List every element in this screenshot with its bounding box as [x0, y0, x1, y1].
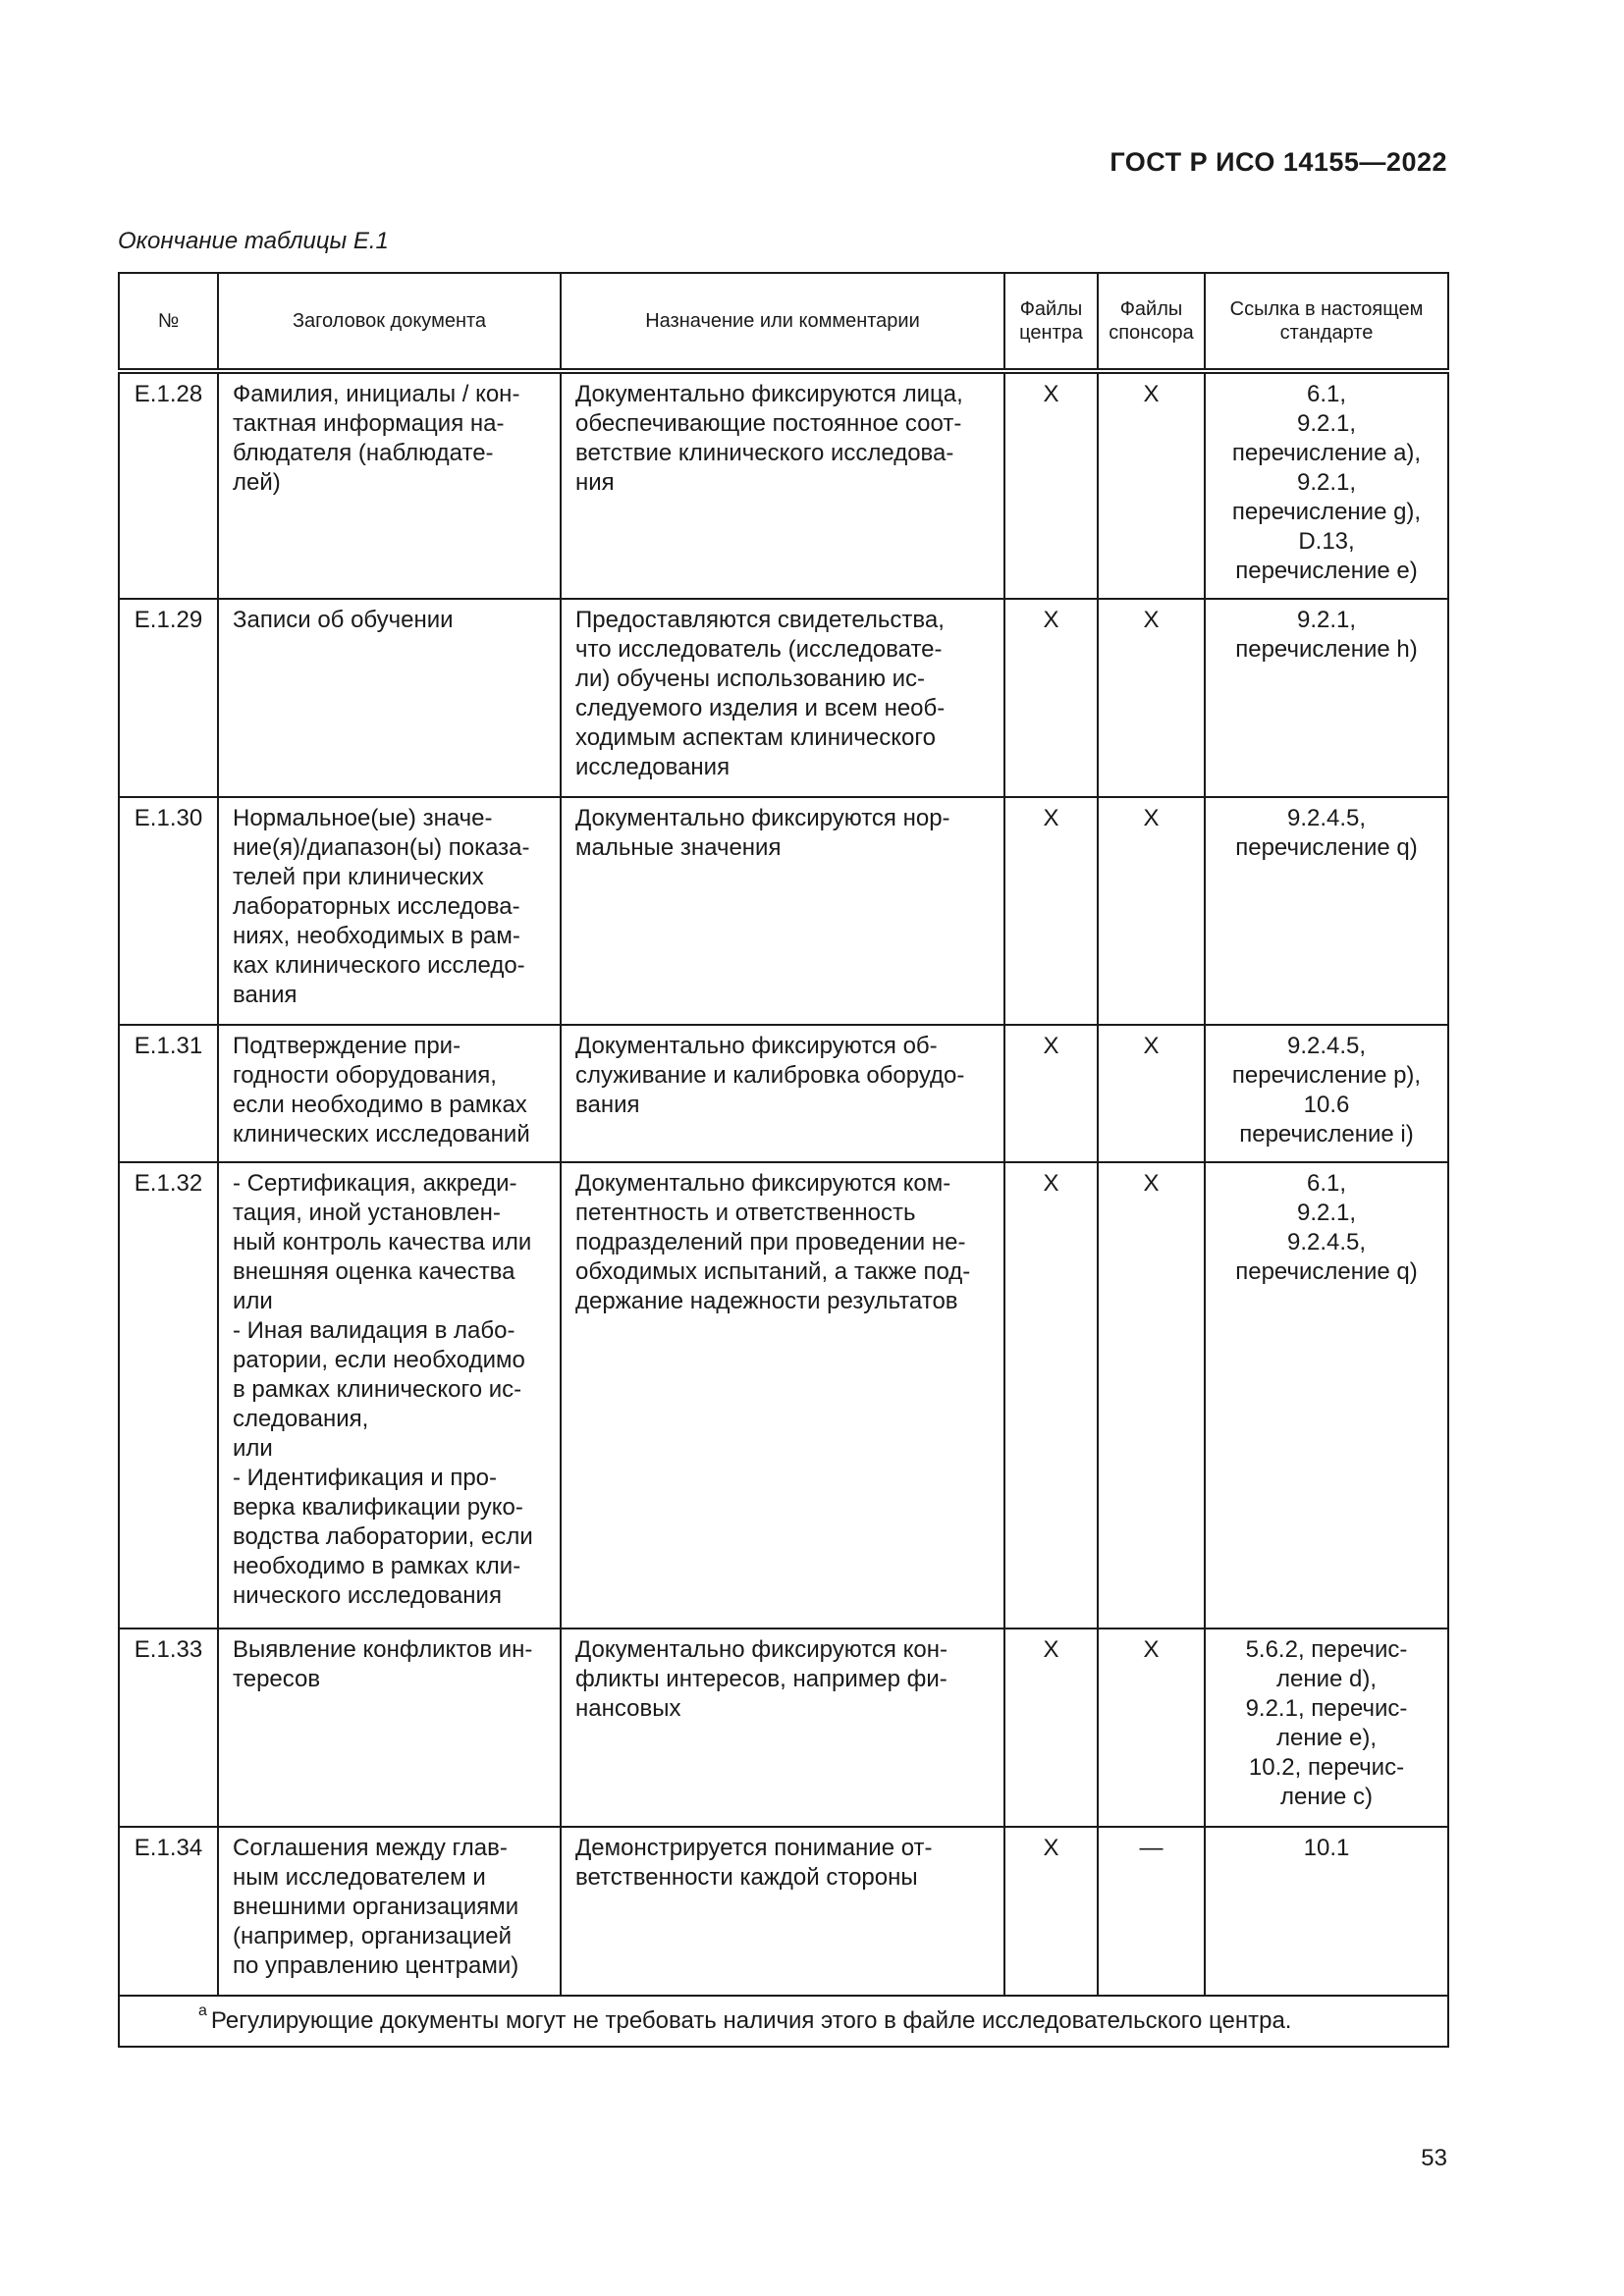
row-reference: 9.2.4.5, перечисление q)	[1205, 797, 1448, 1025]
row-site-mark: X	[1004, 1025, 1098, 1162]
row-title: - Сертификация, аккреди- тация, иной установлен- ный контроль качества или внешняя оценка качества или - Иная валидация в лабо- ратории, если необходимо в рамках клинического ис- следования, или - Идентификация и про- верка квалификации руко- водства лаборатории, если необходимо в рамках кли- нического исследования	[218, 1162, 561, 1629]
row-reference: 9.2.1, перечисление h)	[1205, 599, 1448, 797]
row-title: Подтверждение при- годности оборудования, если необходимо в рамках клинических исследований	[218, 1025, 561, 1162]
row-site-mark: X	[1004, 599, 1098, 797]
table-row	[119, 1162, 1448, 1629]
column-header-number: №	[119, 273, 218, 371]
row-purpose: Демонстрируется понимание от- ветственности каждой стороны	[561, 1827, 1004, 1996]
row-number: Е.1.33	[119, 1629, 218, 1827]
row-number: Е.1.34	[119, 1827, 218, 1996]
row-purpose: Документально фиксируются об- служивание и калибровка оборудо- вания	[561, 1025, 1004, 1162]
row-reference: 6.1, 9.2.1, перечисление a), 9.2.1, перечисление g), D.13, перечисление e)	[1205, 371, 1448, 599]
table-row	[119, 1025, 1448, 1162]
row-site-mark: X	[1004, 1629, 1098, 1827]
row-purpose: Предоставляются свидетельства, что исследователь (исследовате- ли) обучены использованию ис- следуемого изделия и всем необ- ходимым аспектам клинического исследования	[561, 599, 1004, 797]
row-site-mark: X	[1004, 371, 1098, 599]
row-title: Нормальное(ые) значе- ние(я)/диапазон(ы) показа- телей при клинических лабораторных исследова- ниях, необходимых в рам- ках клинического исследо- вания	[218, 797, 561, 1025]
row-reference: 10.1	[1205, 1827, 1448, 1996]
column-header-sponsor-files: Файлы спонсора	[1098, 273, 1205, 371]
row-sponsor-mark: X	[1098, 599, 1205, 797]
row-purpose: Документально фиксируются ком- петентность и ответственность подразделений при проведении не- обходимых испытаний, а также под- держание надежности результатов	[561, 1162, 1004, 1629]
page-number: 53	[1421, 2145, 1447, 2171]
row-reference: 9.2.4.5, перечисление p), 10.6 перечисление i)	[1205, 1025, 1448, 1162]
row-sponsor-mark: X	[1098, 797, 1205, 1025]
table-header-row	[119, 273, 1448, 371]
row-number: Е.1.30	[119, 797, 218, 1025]
row-purpose: Документально фиксируются нор- мальные значения	[561, 797, 1004, 1025]
row-site-mark: X	[1004, 1162, 1098, 1629]
row-sponsor-mark: —	[1098, 1827, 1205, 1996]
row-purpose: Документально фиксируются лица, обеспечивающие постоянное соот- ветствие клинического исследова- ния	[561, 371, 1004, 599]
footnote-text: Регулирующие документы могут не требовать наличия этого в файле исследовательского центра.	[210, 2007, 1292, 2034]
column-header-reference: Ссылка в настоящем стандарте	[1205, 273, 1448, 371]
row-number: Е.1.29	[119, 599, 218, 797]
table-row	[119, 797, 1448, 1025]
column-header-purpose: Назначение или комментарии	[561, 273, 1004, 371]
row-reference: 5.6.2, перечис- ление d), 9.2.1, перечис- ление e), 10.2, перечис- ление c)	[1205, 1629, 1448, 1827]
row-title: Фамилия, инициалы / кон- тактная информация на- блюдателя (наблюдате- лей)	[218, 371, 561, 599]
row-site-mark: X	[1004, 797, 1098, 1025]
row-sponsor-mark: X	[1098, 1162, 1205, 1629]
row-title: Соглашения между глав- ным исследователем и внешними организациями (например, организацией по управлению центрами)	[218, 1827, 561, 1996]
row-number: Е.1.31	[119, 1025, 218, 1162]
row-title: Записи об обучении	[218, 599, 561, 797]
row-site-mark: X	[1004, 1827, 1098, 1996]
table-footnote-row	[119, 1996, 1448, 2047]
row-purpose: Документально фиксируются кон- фликты интересов, например фи- нансовых	[561, 1629, 1004, 1827]
column-header-title: Заголовок документа	[218, 273, 561, 371]
row-sponsor-mark: X	[1098, 1025, 1205, 1162]
row-number: Е.1.32	[119, 1162, 218, 1629]
row-title: Выявление конфликтов ин- тересов	[218, 1629, 561, 1827]
footnote-mark: a	[198, 2002, 207, 2019]
documents-table	[118, 272, 1449, 2048]
table-row	[119, 599, 1448, 797]
column-header-site-files: Файлы центра	[1004, 273, 1098, 371]
table-row	[119, 371, 1448, 599]
row-sponsor-mark: X	[1098, 1629, 1205, 1827]
row-sponsor-mark: X	[1098, 371, 1205, 599]
table-row	[119, 1629, 1448, 1827]
table-caption: Окончание таблицы Е.1	[118, 228, 389, 254]
row-reference: 6.1, 9.2.1, 9.2.4.5, перечисление q)	[1205, 1162, 1448, 1629]
document-standard-id: ГОСТ Р ИСО 14155—2022	[1110, 147, 1447, 177]
table-footnote	[119, 1996, 1448, 2047]
table-row	[119, 1827, 1448, 1996]
row-number: Е.1.28	[119, 371, 218, 599]
